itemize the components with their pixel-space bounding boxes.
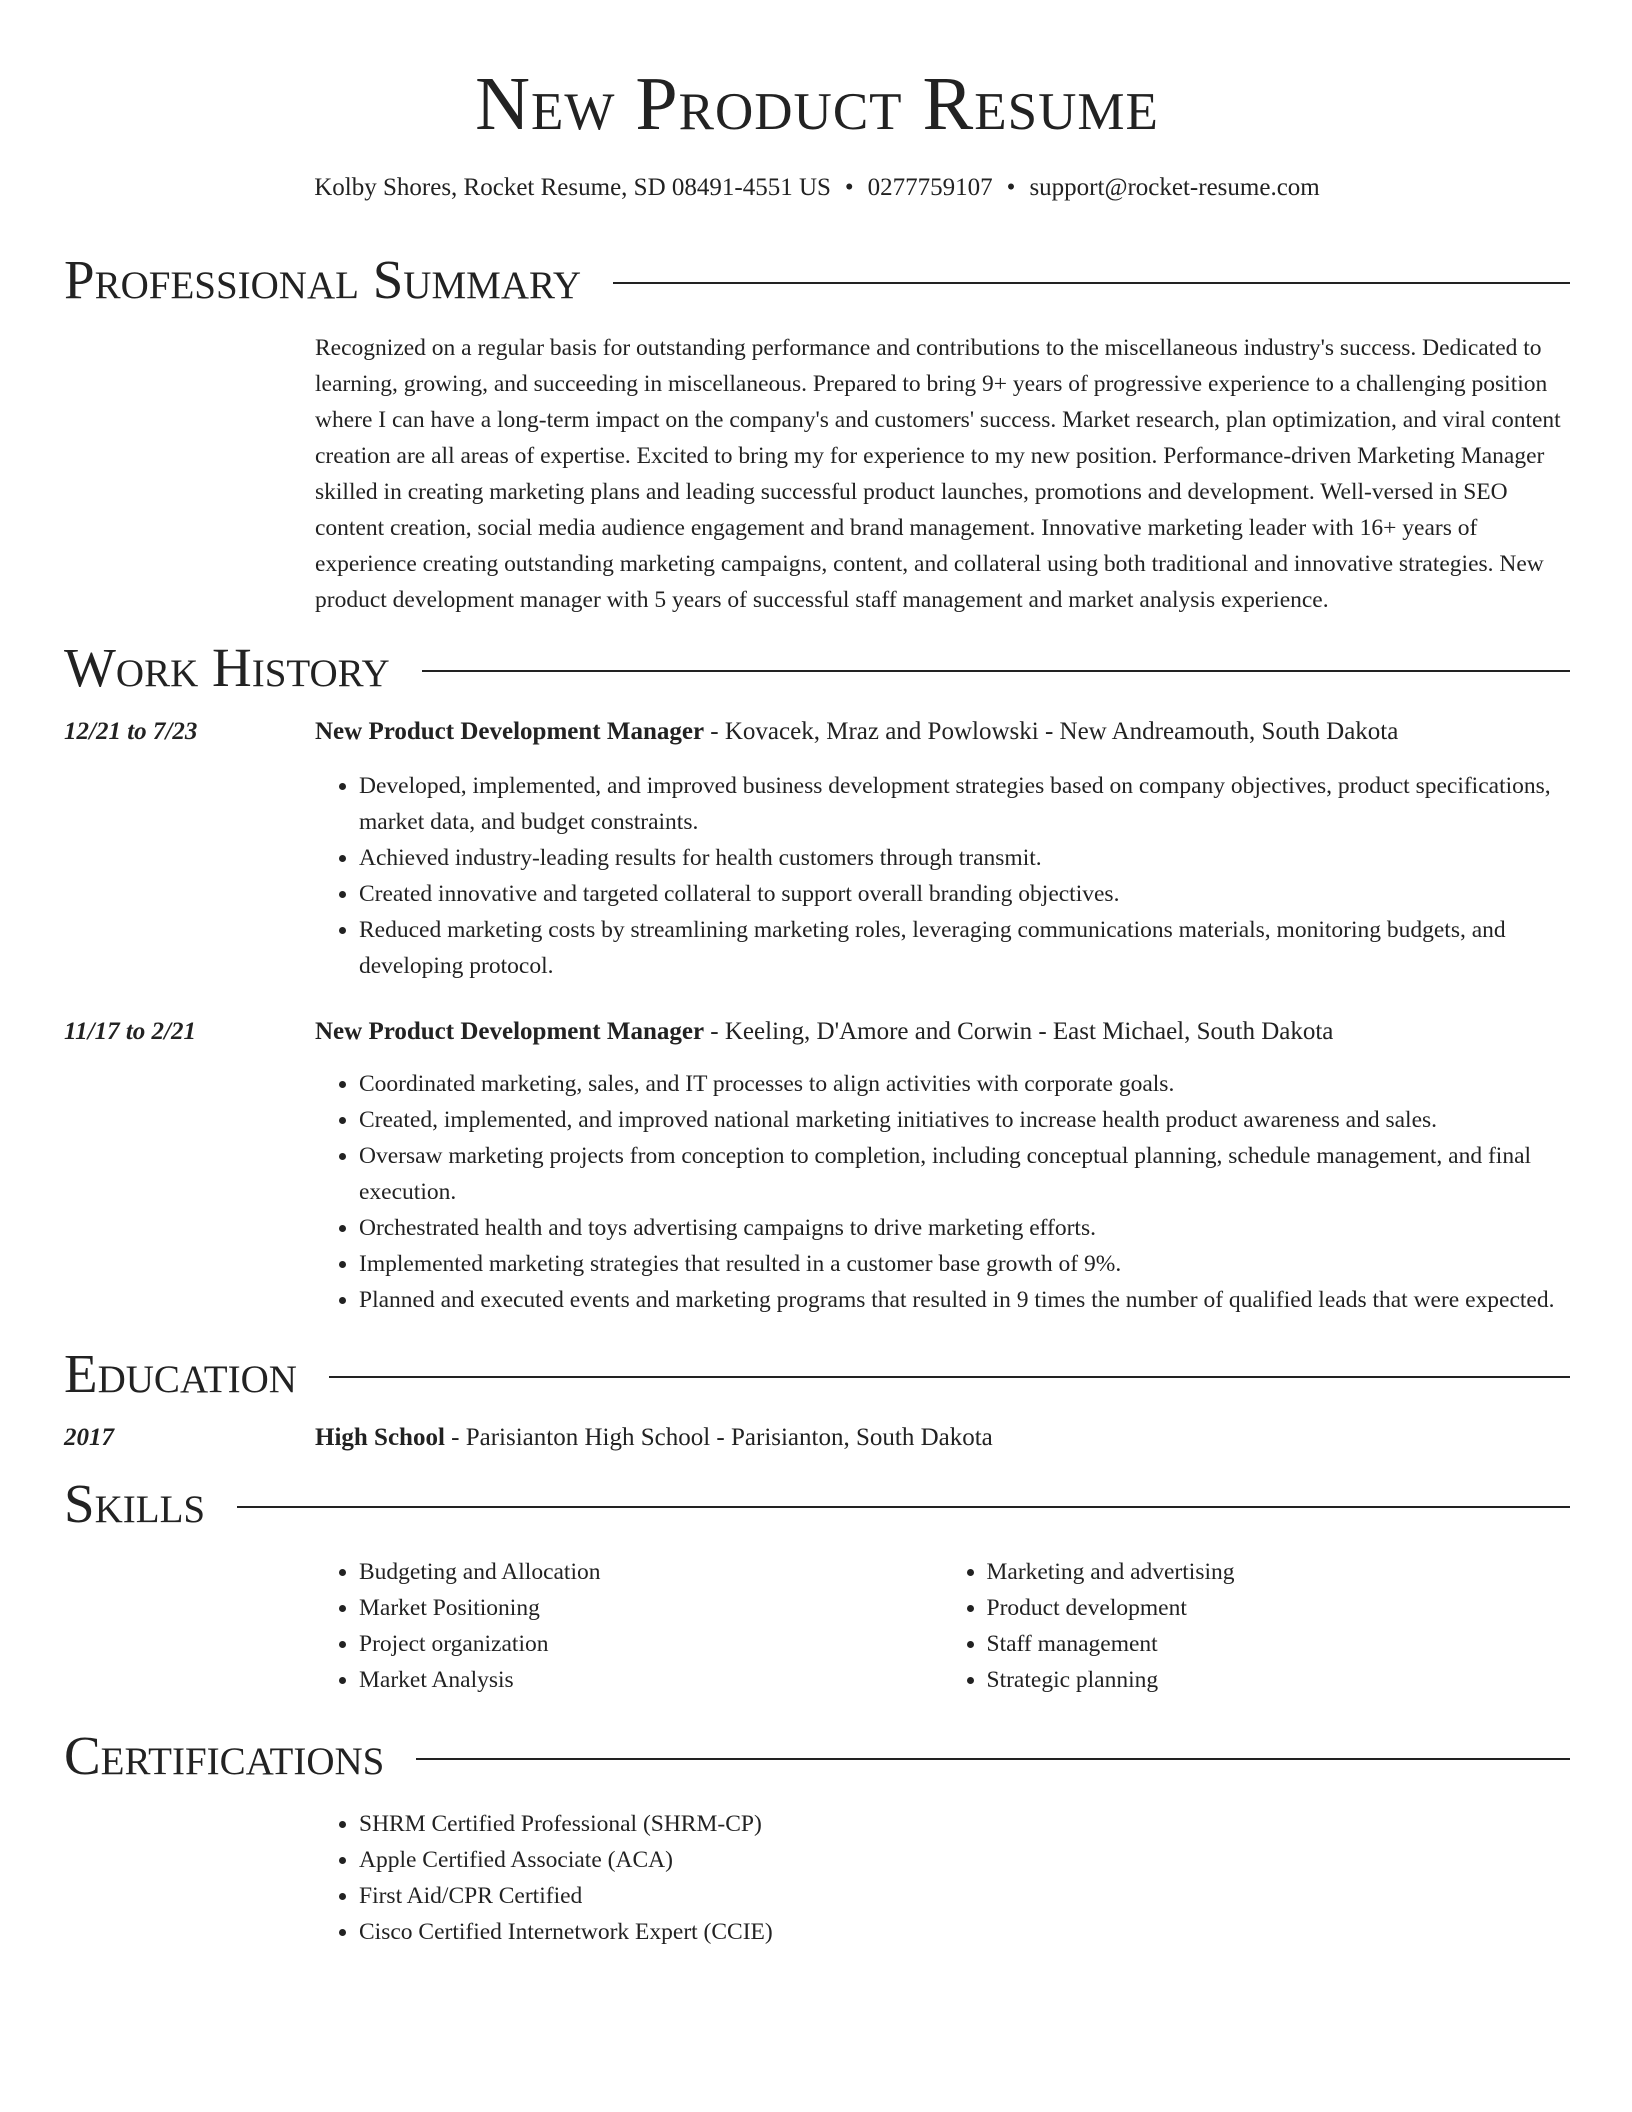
job-main <box>315 714 1570 984</box>
contact-line <box>64 172 1570 204</box>
work-section-header <box>64 636 1570 700</box>
job-bullet: • Oversaw marketing projects from conception to completion, including conceptual planning, schedule management, and final execution. <box>359 1138 1570 1210</box>
job-dates: 11/17 to 2/21 <box>64 1018 196 1045</box>
education-title: Education <box>64 1343 297 1404</box>
skill-item: • Budgeting and Allocation <box>359 1554 943 1590</box>
contact-separator: • <box>1006 174 1016 201</box>
education-section-header <box>64 1342 1570 1406</box>
job-bullet: • Coordinated marketing, sales, and IT processes to align activities with corporate goals. <box>359 1066 1570 1102</box>
certification-item: • Apple Certified Associate (ACA) <box>359 1842 1570 1878</box>
job-bullet: • Reduced marketing costs by streamlining marketing roles, leveraging communications materials, monitoring budgets, and developing protocol. <box>359 912 1570 984</box>
job-bullet: • Created, implemented, and improved national marketing initiatives to increase health product awareness and sales. <box>359 1102 1570 1138</box>
summary-section-header <box>64 248 1570 312</box>
skill-item: • Market Positioning <box>359 1590 943 1626</box>
skills-list <box>315 1554 1570 1698</box>
resume-page <box>64 0 1570 1950</box>
contact-address: Kolby Shores, Rocket Resume, SD 08491-4551 US <box>314 174 831 201</box>
certifications-bullets <box>315 1806 1570 1950</box>
certification-item: • Cisco Certified Internetwork Expert (CCIE) <box>359 1914 1570 1950</box>
job-main <box>315 1014 1570 1318</box>
skill-item: • Project organization <box>359 1626 943 1662</box>
summary-title: Professional Summary <box>64 249 582 310</box>
job-entry <box>64 1014 1570 1318</box>
section-divider <box>422 670 1570 672</box>
contact-phone: 0277759107 <box>867 174 993 201</box>
resume-name: New Product Resume <box>475 62 1159 146</box>
job-bullet: • Achieved industry-leading results for health customers through transmit. <box>359 840 1570 876</box>
job-bullet: • Developed, implemented, and improved business development strategies based on company objectives, product specifications, market data, and budget constraints. <box>359 768 1570 840</box>
skills-column-right <box>943 1554 1571 1698</box>
skill-item: • Product development <box>987 1590 1571 1626</box>
certification-item: • SHRM Certified Professional (SHRM-CP) <box>359 1806 1570 1842</box>
job-role: New Product Development Manager <box>315 1018 705 1045</box>
skills-title: Skills <box>64 1473 206 1534</box>
skill-item: • Strategic planning <box>987 1662 1571 1698</box>
job-bullet: • Orchestrated health and toys advertising campaigns to drive marketing efforts. <box>359 1210 1570 1246</box>
education-main <box>315 1420 1570 1456</box>
education-year: 2017 <box>64 1424 114 1451</box>
skills-section-header <box>64 1472 1570 1536</box>
job-heading <box>315 714 1570 750</box>
contact-email: support@rocket-resume.com <box>1029 174 1320 201</box>
section-divider <box>416 1758 1570 1760</box>
work-title: Work History <box>64 637 390 698</box>
skill-item: • Marketing and advertising <box>987 1554 1571 1590</box>
job-bullets <box>315 1066 1570 1318</box>
education-entry <box>64 1420 1570 1456</box>
certifications-list <box>315 1806 1570 1950</box>
job-heading <box>315 1014 1570 1050</box>
job-entry <box>64 714 1570 984</box>
education-details: - Parisianton High School - Parisianton, South Dakota <box>444 1424 993 1451</box>
skill-item: • Market Analysis <box>359 1662 943 1698</box>
certification-item: • First Aid/CPR Certified <box>359 1878 1570 1914</box>
job-bullet: • Created innovative and targeted collateral to support overall branding objectives. <box>359 876 1570 912</box>
section-divider <box>613 282 1570 284</box>
skills-column-left <box>315 1554 943 1698</box>
job-bullet: • Planned and executed events and marketing programs that resulted in 9 times the number of qualified leads that were expected. <box>359 1282 1570 1318</box>
job-bullet: • Implemented marketing strategies that resulted in a customer base growth of 9%. <box>359 1246 1570 1282</box>
certifications-title: Certifications <box>64 1725 385 1786</box>
job-bullets <box>315 768 1570 984</box>
contact-separator: • <box>844 174 854 201</box>
job-details: - Kovacek, Mraz and Powlowski - New Andreamouth, South Dakota <box>704 718 1399 745</box>
skill-item: • Staff management <box>987 1626 1571 1662</box>
certifications-section-header <box>64 1724 1570 1788</box>
summary-text: Recognized on a regular basis for outstanding performance and contributions to the miscellaneous industry's success. Dedicated to learning, growing, and succeeding in miscellaneous. Prepared to bring 9+ years of progressive experience to a challenging position where I can have a long-term impact on the company's and customers' success. Market research, plan optimization, and viral content creation are all areas of expertise. Excited to bring my for experience to my new position. Performance-driven Marketing Manager skilled in creating marketing plans and leading successful product launches, promotions and development. Well-versed in SEO content creation, social media audience engagement and brand management. Innovative marketing leader with 16+ years of experience creating outstanding marketing campaigns, content, and collateral using both traditional and innovative strategies. New product development manager with 5 years of successful staff management and market analysis experience. <box>315 335 1561 613</box>
job-dates: 12/21 to 7/23 <box>64 718 198 745</box>
section-divider <box>237 1506 1570 1508</box>
job-details: - Keeling, D'Amore and Corwin - East Michael, South Dakota <box>704 1018 1334 1045</box>
education-degree: High School <box>315 1424 445 1451</box>
section-divider <box>329 1376 1570 1378</box>
job-role: New Product Development Manager <box>315 718 705 745</box>
education-heading <box>315 1420 1570 1456</box>
